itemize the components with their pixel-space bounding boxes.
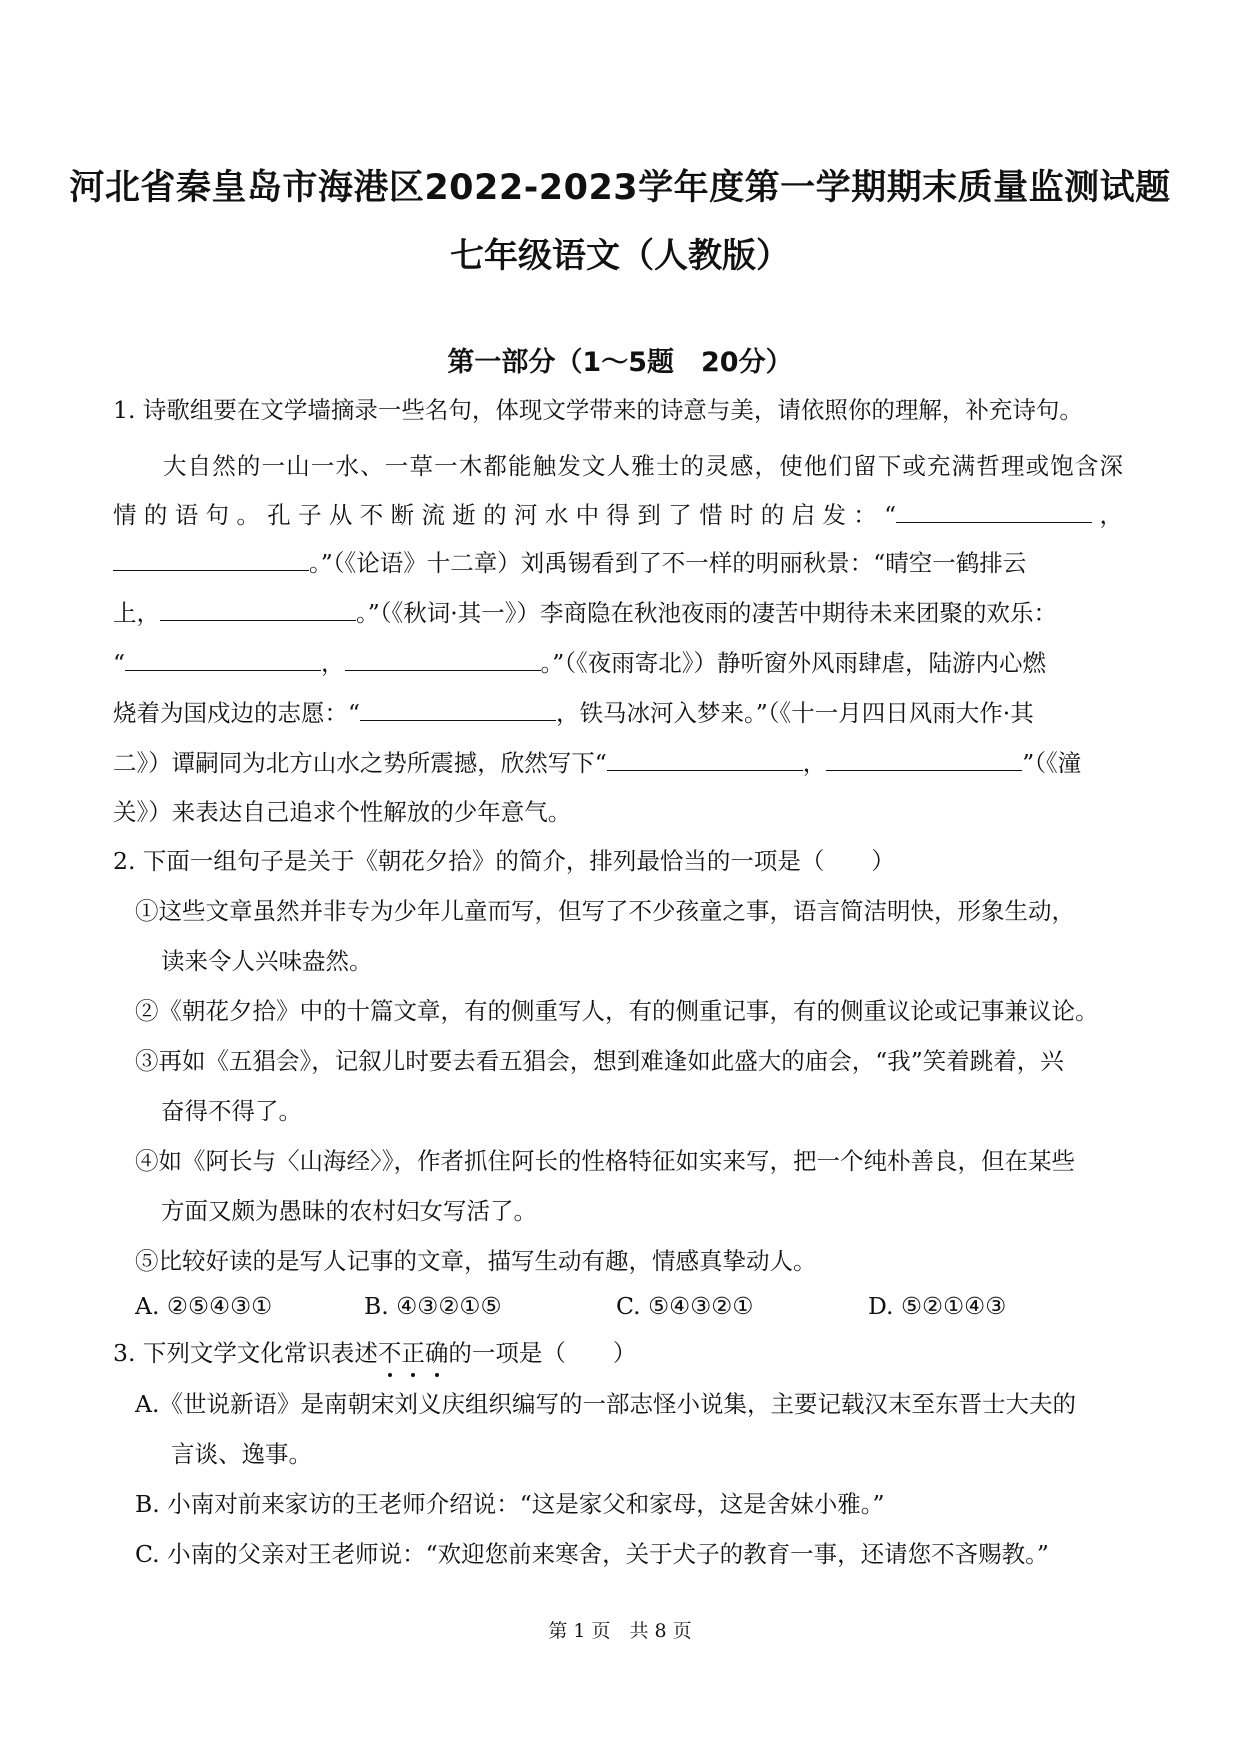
q2-sentence-2: ②《朝花夕拾》中的十篇文章，有的侧重写人，有的侧重记事，有的侧重议论或记事兼议论。	[135, 997, 1099, 1025]
q1-line-7: 二》）谭嗣同为北方山水之势所震撼，欣然写下“ ， ”（《潼	[113, 744, 1123, 781]
q3-option-a-cont: 言谈、逸事。	[171, 1440, 312, 1468]
exam-title: 河北省秦皇岛市海港区2022-2023学年度第一学期期末质量监测试题	[69, 168, 1171, 208]
q2-sentence-3: ③再如《五猖会》，记叙儿时要去看五猖会，想到难逢如此盛大的庙会，“我”笑着跳着，兴	[135, 1047, 1064, 1075]
q3-option-a[interactable]: A.《世说新语》是南朝宋刘义庆组织编写的一部志怪小说集，主要记载汉末至东晋士大夫的	[135, 1390, 1076, 1418]
q2-option-c[interactable]: C. ⑤④③②①	[616, 1292, 754, 1320]
emphasis-char-3: 确	[425, 1335, 449, 1371]
q2-sentence-3-cont: 奋得不得了。	[161, 1097, 302, 1125]
answer-blank-3[interactable]	[160, 594, 356, 621]
q2-stem: 2. 下面一组句子是关于《朝花夕拾》的简介，排列最恰当的一项是（ ）	[113, 847, 895, 875]
q2-option-d[interactable]: D. ⑤②①④③	[868, 1292, 1007, 1320]
q3-option-c[interactable]: C. 小南的父亲对王老师说：“欢迎您前来寒舍，关于犬子的教育一事，还请您不吝赐教。”	[135, 1540, 1049, 1568]
answer-blank-7[interactable]	[607, 744, 803, 771]
q1-line-2: 情的语句。孔子从不断流逝的河水中得到了惜时的启发：“ ，	[113, 496, 1123, 533]
exam-subtitle: 七年级语文（人教版）	[450, 236, 790, 276]
q3-stem: 3. 下列文学文化常识表述不正确的一项是（ ）	[113, 1335, 1123, 1371]
q1-line-6: 烧着为国戍边的志愿：“ ，铁马冰河入梦来。”（《十一月四日风雨大作·其	[113, 694, 1123, 731]
emphasis-char-1: 不	[378, 1335, 402, 1371]
q1-line-3: 。”（《论语》十二章）刘禹锡看到了不一样的明丽秋景：“晴空一鹤排云	[113, 544, 1123, 581]
answer-blank-2[interactable]	[113, 544, 309, 571]
section-heading: 第一部分（1～5题 20分）	[447, 347, 793, 378]
q1-line-5: “ ， 。”（《夜雨寄北》）静听窗外风雨肆虐，陆游内心燃	[113, 644, 1123, 681]
q3-option-b[interactable]: B. 小南对前来家访的王老师介绍说：“这是家父和家母，这是舍妹小雅。”	[135, 1490, 885, 1518]
page-number: 第 1 页 共 8 页	[548, 1620, 692, 1642]
emphasis-char-2: 正	[401, 1335, 425, 1371]
q1-stem: 1. 诗歌组要在文学墙摘录一些名句，体现文学带来的诗意与美，请依照你的理解，补充诗句。	[113, 396, 1083, 424]
q2-sentence-4: ④如《阿长与〈山海经〉》，作者抓住阿长的性格特征如实来写，把一个纯朴善良，但在某些	[135, 1147, 1075, 1175]
q2-sentence-1: ①这些文章虽然并非专为少年儿童而写，但写了不少孩童之事，语言简洁明快，形象生动，	[135, 897, 1075, 925]
answer-blank-6[interactable]	[360, 694, 556, 721]
q1-line-4: 上， 。”（《秋词·其一》）李商隐在秋池夜雨的凄苦中期待未来团聚的欢乐：	[113, 594, 1123, 631]
q2-option-a[interactable]: A. ②⑤④③①	[135, 1292, 273, 1320]
answer-blank-4[interactable]	[125, 644, 321, 671]
q2-sentence-1-cont: 读来令人兴味盎然。	[161, 947, 373, 975]
q1-line-8: 关》）来表达自己追求个性解放的少年意气。	[113, 798, 572, 826]
q2-sentence-5: ⑤比较好读的是写人记事的文章，描写生动有趣，情感真挚动人。	[135, 1247, 817, 1275]
q2-option-b[interactable]: B. ④③②①⑤	[364, 1292, 502, 1320]
answer-blank-1[interactable]	[896, 496, 1092, 523]
answer-blank-5[interactable]	[345, 644, 541, 671]
answer-blank-8[interactable]	[826, 744, 1022, 771]
q2-sentence-4-cont: 方面又颇为愚昧的农村妇女写活了。	[161, 1197, 537, 1225]
q1-line-1: 大自然的一山一水、一草一木都能触发文人雅士的灵感，使他们留下或充满哲理或饱含深	[163, 452, 1123, 480]
